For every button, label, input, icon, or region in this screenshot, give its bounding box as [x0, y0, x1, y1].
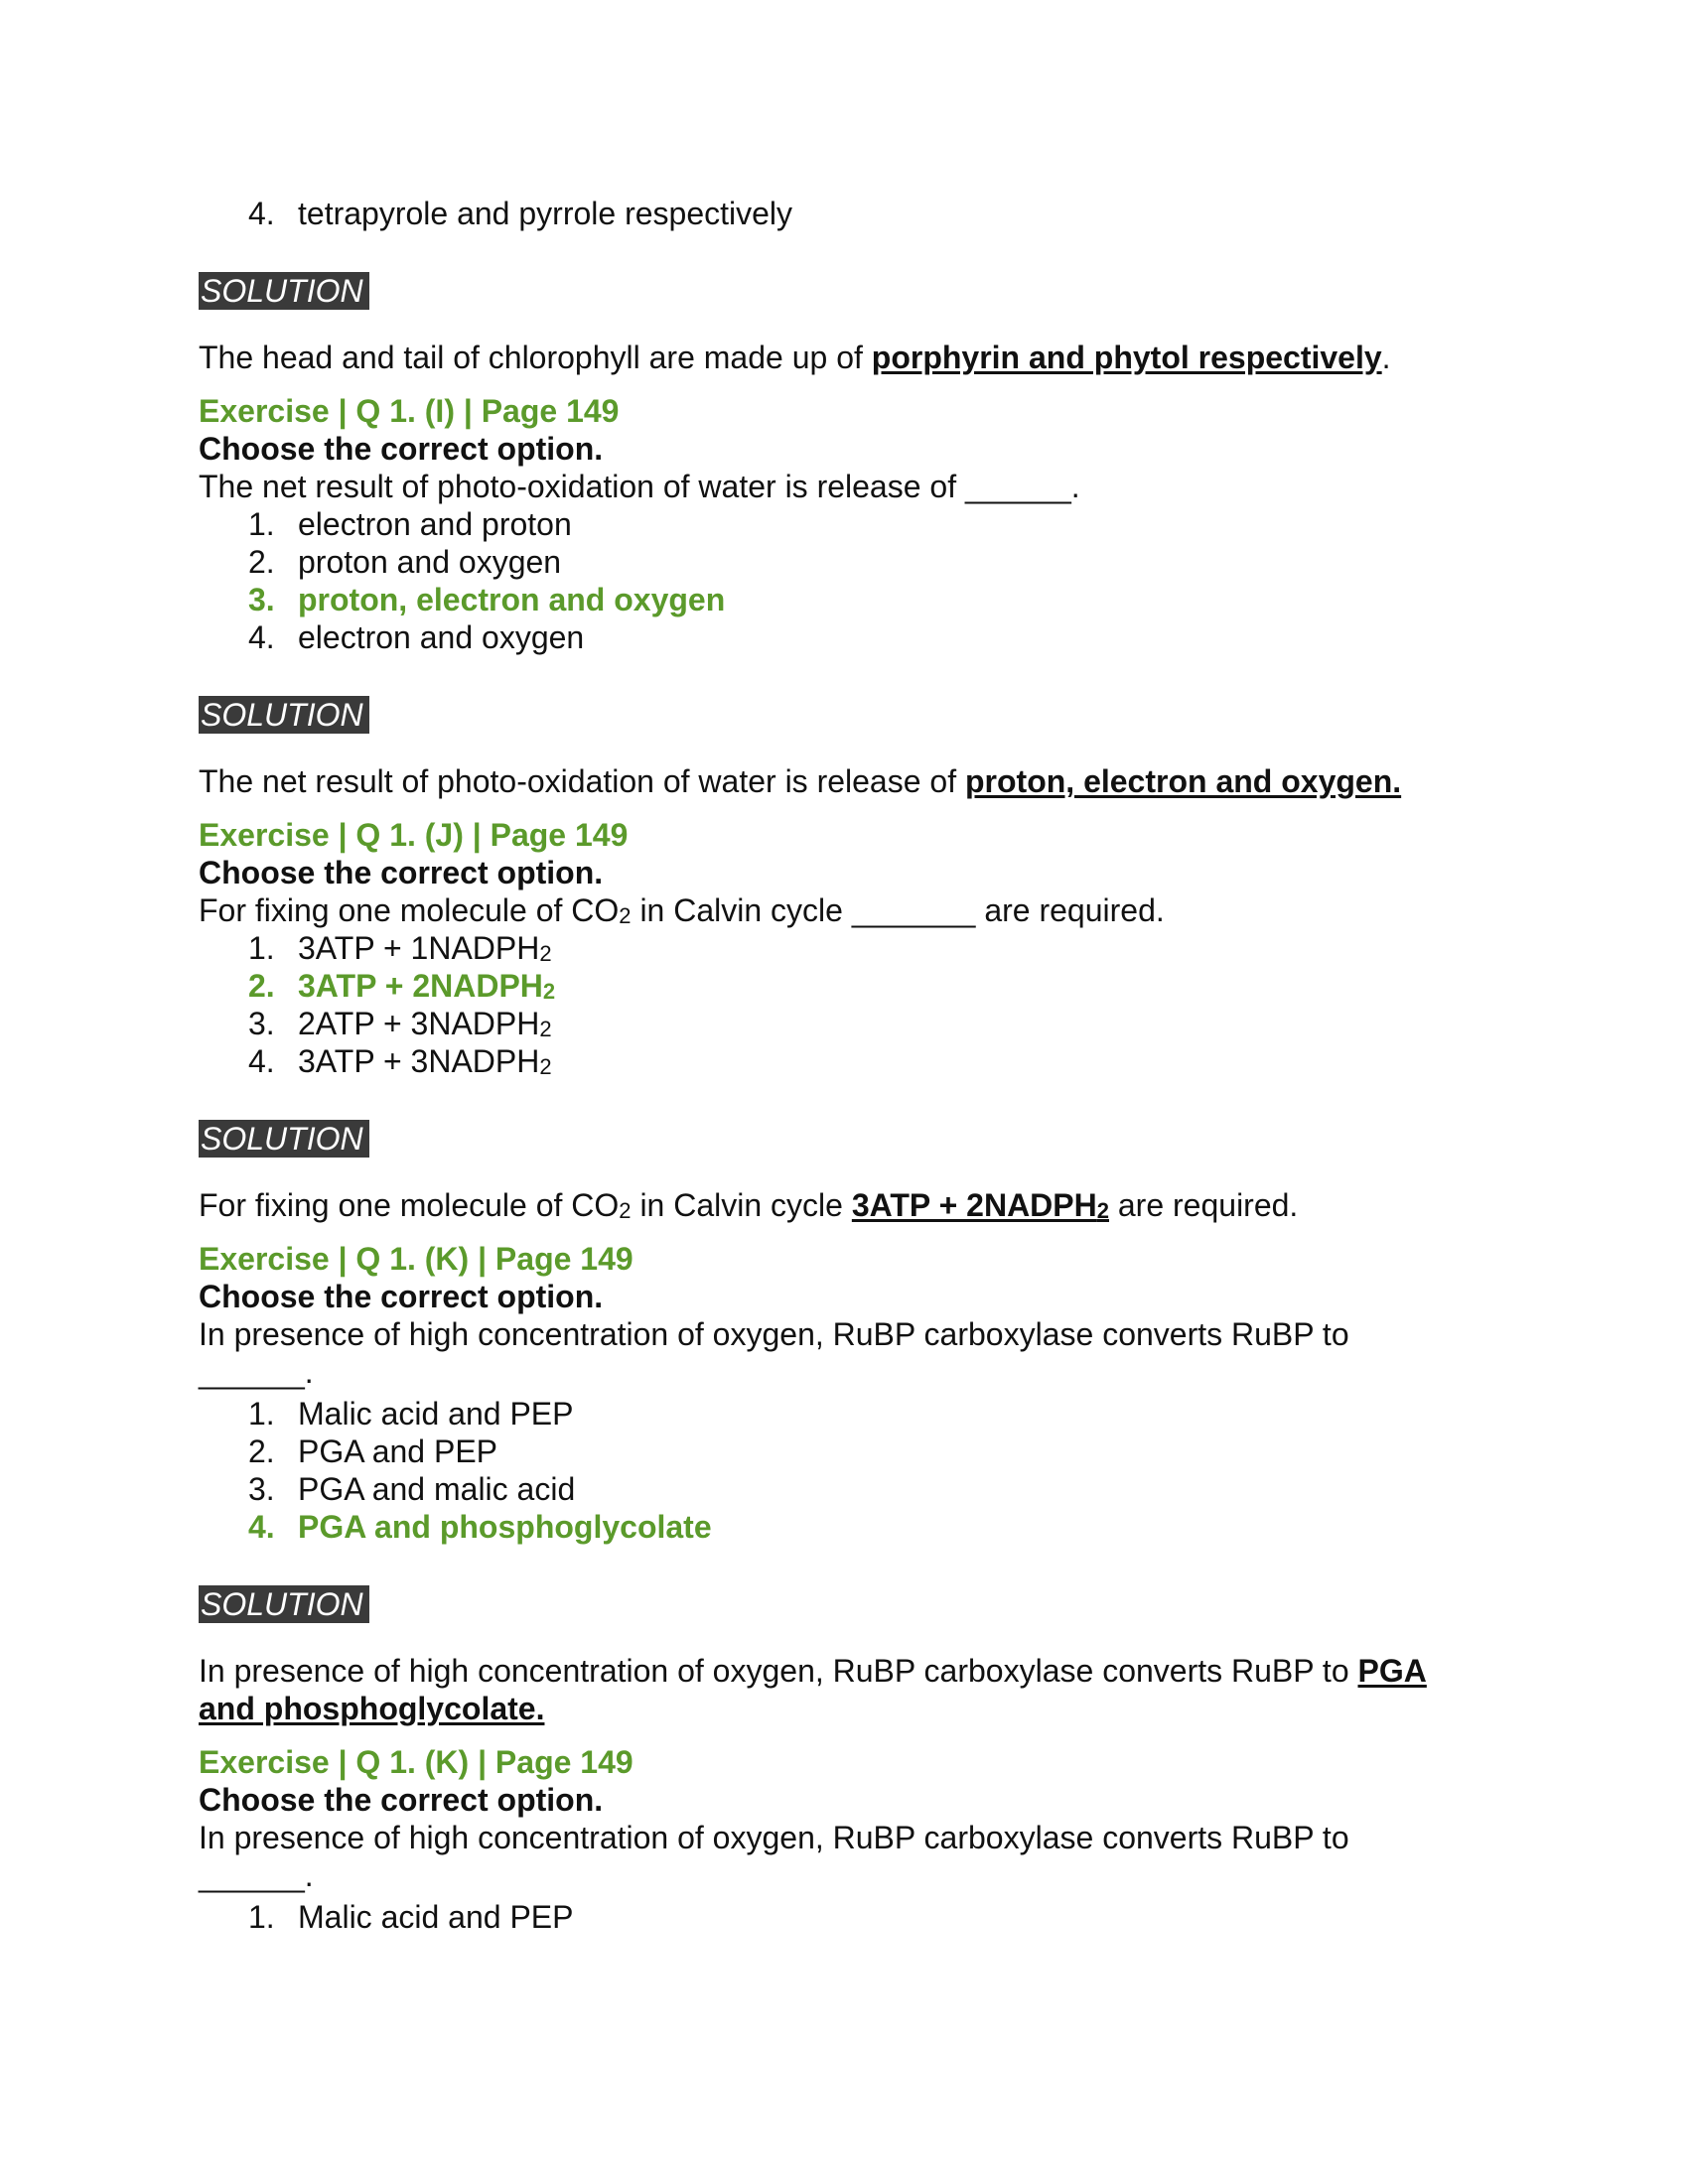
solution-text: The net result of photo-oxidation of water is release of proton, electron and oxygen.: [199, 763, 1402, 799]
option-item: 3. $2ATP + 3NADPH_2$: [248, 1006, 552, 1041]
option-item: 1. Malic acid and PEP: [248, 1396, 574, 1432]
option-item: 3. PGA and malic acid: [248, 1471, 576, 1507]
solution-text: For fixing one molecule of $CO_2$ in Calvin cycle $3ATP + 2NADPH_2$ are required.: [199, 1187, 1299, 1223]
instruction: Choose the correct option.: [199, 1782, 604, 1818]
instruction: Choose the correct option.: [199, 431, 604, 467]
option-item-correct: 3. proton, electron and oxygen: [248, 582, 726, 617]
question-text: In presence of high concentration of oxygen, RuBP carboxylase converts RuBP to: [199, 1316, 1349, 1352]
option-item-correct: 2. $3ATP + 2NADPH_2$: [248, 968, 556, 1004]
question-text: For fixing one molecule of $CO_2$ in Calvin cycle _______ are required.: [199, 892, 1165, 928]
solution-tag: SOLUTION: [199, 1585, 369, 1623]
option-item: 4. $3ATP + 3NADPH_2$: [248, 1043, 552, 1079]
option-item: [199, 195, 1489, 232]
question-text: The net result of photo-oxidation of water is release of ______.: [199, 469, 1080, 504]
solution-answer: porphyrin and phytol respectively: [871, 340, 1382, 375]
exercise-heading: Exercise | Q 1. (K) | Page 149: [199, 1241, 633, 1277]
exercise-heading: Exercise | Q 1. (J) | Page 149: [199, 817, 629, 853]
option-item: 1. Malic acid and PEP: [248, 1899, 574, 1935]
solution-answer: proton, electron and oxygen.: [964, 763, 1402, 799]
question-text-continued: ______.: [199, 1857, 314, 1893]
solution-answer: $3ATP + 2NADPH_2$: [851, 1187, 1109, 1223]
option-text: tetrapyrole and pyrrole respectively: [298, 196, 793, 231]
option-item: 4. electron and oxygen: [248, 619, 585, 655]
option-number: 4.: [248, 196, 275, 231]
option-item: 1. $3ATP + 1NADPH_2$: [248, 930, 552, 966]
document-page: [199, 195, 1489, 1936]
solution-tag: SOLUTION: [199, 272, 369, 310]
exercise-heading: Exercise | Q 1. (I) | Page 149: [199, 393, 620, 429]
solution-text: The head and tail of chlorophyll are made up of porphyrin and phytol respectively.: [199, 340, 1391, 375]
option-item: 2. PGA and PEP: [248, 1433, 498, 1469]
option-item: 1. electron and proton: [248, 506, 572, 542]
solution-text: In presence of high concentration of oxygen, RuBP carboxylase converts RuBP to PGA: [199, 1653, 1427, 1689]
option-item-correct: 4. PGA and phosphoglycolate: [248, 1509, 712, 1545]
option-item: 2. proton and oxygen: [248, 544, 562, 580]
question-text-continued: ______.: [199, 1354, 314, 1390]
solution-text-continued: [199, 1690, 1489, 1727]
solution-tag: SOLUTION: [199, 696, 369, 734]
exercise-heading: Exercise | Q 1. (K) | Page 149: [199, 1744, 633, 1780]
instruction: Choose the correct option.: [199, 1279, 604, 1314]
solution-answer: and phosphoglycolate.: [199, 1691, 545, 1726]
instruction: Choose the correct option.: [199, 855, 604, 890]
question-text: In presence of high concentration of oxygen, RuBP carboxylase converts RuBP to: [199, 1820, 1349, 1855]
solution-tag: SOLUTION: [199, 1120, 369, 1158]
solution-answer: PGA: [1357, 1653, 1427, 1689]
